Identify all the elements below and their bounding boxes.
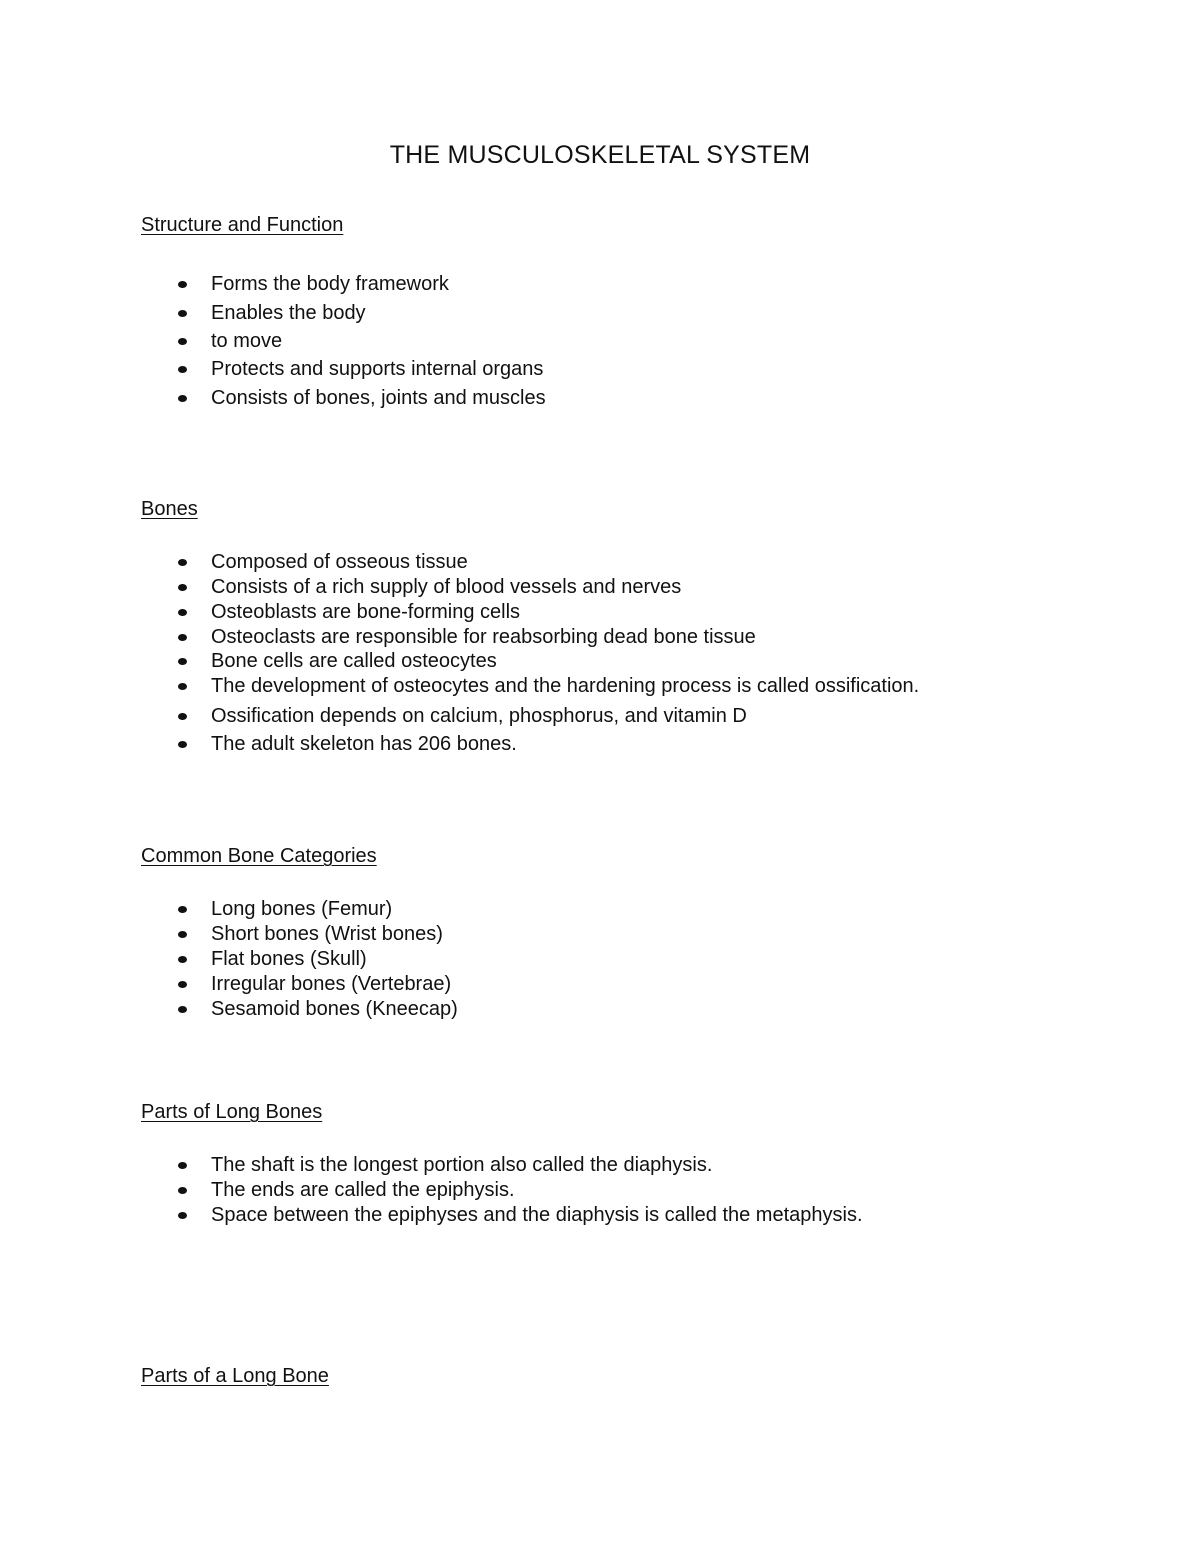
list-item: Enables the body: [0, 299, 546, 327]
list-item: Long bones (Femur): [0, 897, 458, 922]
bullet-icon: [178, 741, 187, 748]
bullet-icon: [178, 281, 187, 288]
list-item: Bone cells are called osteocytes: [0, 649, 919, 674]
list-item: Composed of osseous tissue: [0, 550, 919, 575]
bullet-icon: [178, 1212, 187, 1219]
list-item: Consists of bones, joints and muscles: [0, 384, 546, 413]
page-title: THE MUSCULOSKELETAL SYSTEM: [389, 141, 811, 169]
list-item: Osteoclasts are responsible for reabsorbing dead bone tissue: [0, 625, 919, 649]
bullet-icon: [178, 1162, 187, 1169]
list-item: The adult skeleton has 206 bones.: [0, 730, 919, 758]
bullet-icon: [178, 609, 187, 616]
section-heading-structure-and-function: Structure and Function: [141, 214, 344, 236]
list-item: Sesamoid bones (Kneecap): [0, 997, 458, 1022]
parts-of-long-bones-list: [0, 1153, 863, 1228]
list-item: Irregular bones (Vertebrae): [0, 972, 458, 997]
bullet-icon: [178, 310, 187, 317]
list-item: Short bones (Wrist bones): [0, 922, 458, 947]
list-item: Protects and supports internal organs: [0, 355, 546, 384]
bones-list: [0, 550, 919, 758]
list-item: Flat bones (Skull): [0, 947, 458, 972]
bullet-icon: [178, 1006, 187, 1013]
bullet-icon: [178, 584, 187, 591]
bullet-icon: [178, 981, 187, 988]
list-item: The ends are called the epiphysis.: [0, 1178, 863, 1203]
bullet-icon: [178, 658, 187, 665]
structure-and-function-list: [0, 270, 546, 413]
section-heading-parts-of-a-long-bone: Parts of a Long Bone: [141, 1365, 329, 1387]
list-item: to move: [0, 327, 546, 355]
bullet-icon: [178, 395, 187, 402]
bullet-icon: [178, 1187, 187, 1194]
list-item: The shaft is the longest portion also called the diaphysis.: [0, 1153, 863, 1178]
list-item: Ossification depends on calcium, phosphorus, and vitamin D: [0, 702, 919, 730]
bullet-icon: [178, 931, 187, 938]
common-bone-categories-list: [0, 897, 458, 1022]
section-heading-common-bone-categories: Common Bone Categories: [141, 845, 377, 867]
bullet-icon: [178, 906, 187, 913]
list-item: The development of osteocytes and the hardening process is called ossification.: [0, 674, 919, 702]
list-item: Osteoblasts are bone-forming cells: [0, 600, 919, 625]
list-item: Consists of a rich supply of blood vessels and nerves: [0, 575, 919, 600]
section-heading-parts-of-long-bones: Parts of Long Bones: [141, 1101, 323, 1123]
bullet-icon: [178, 366, 187, 373]
section-heading-bones: Bones: [141, 498, 198, 520]
bullet-icon: [178, 634, 187, 641]
bullet-icon: [178, 559, 187, 566]
bullet-icon: [178, 683, 187, 690]
list-item: Space between the epiphyses and the diaphysis is called the metaphysis.: [0, 1203, 863, 1228]
bullet-icon: [178, 713, 187, 720]
list-item: Forms the body framework: [0, 270, 546, 299]
bullet-icon: [178, 956, 187, 963]
bullet-icon: [178, 338, 187, 345]
